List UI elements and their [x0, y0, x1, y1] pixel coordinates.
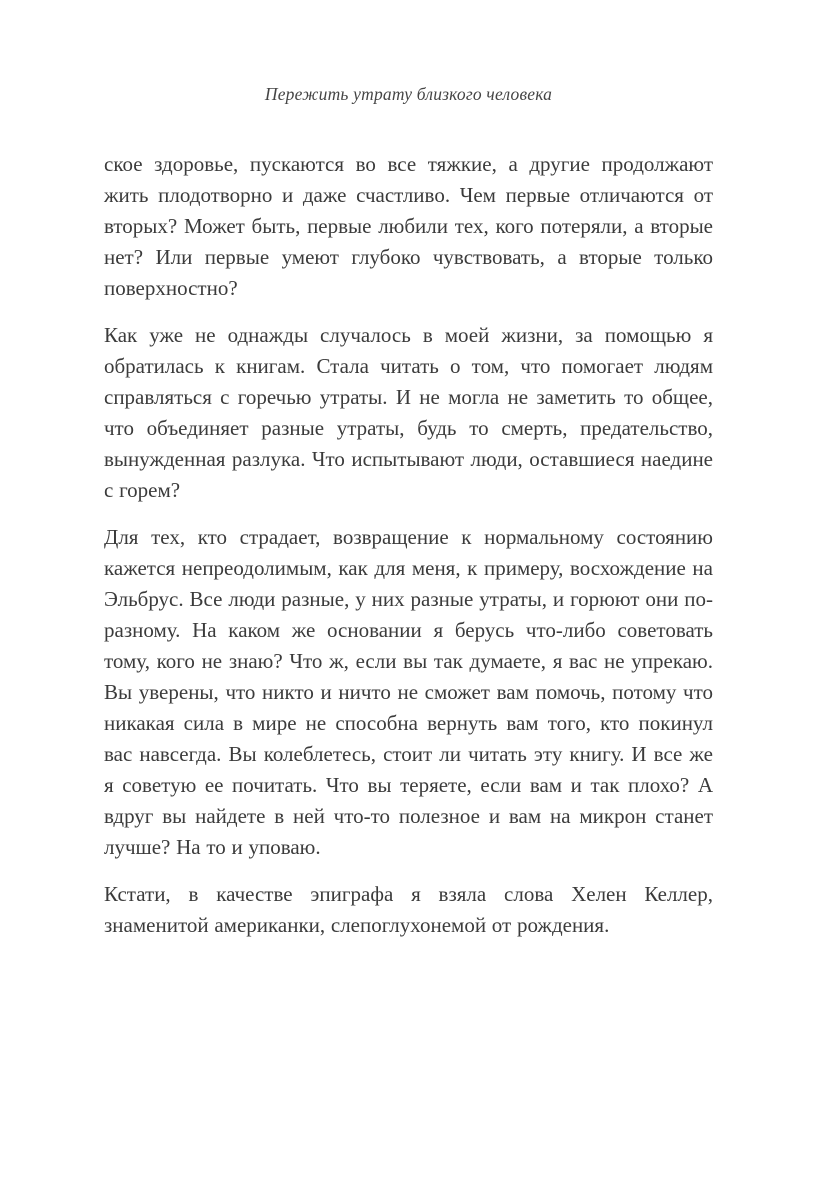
body-text — [104, 149, 713, 941]
paragraph-4: Кстати, в качестве эпиграфа я взяла слова Хелен Келлер, знаменитой американки, слепоглухонемой от рождения. — [104, 882, 713, 937]
paragraph-3: Для тех, кто страдает, возвращение к нормальному состоянию кажется непреодолимым, как для меня, к примеру, восхождение на Эльбрус. Все люди разные, у них разные утраты, и горюют они по-разному. На каком же основании я берусь что-либо советовать тому, кого не знаю? Что ж, если вы так думаете, я вас не упрекаю. Вы уверены, что никто и ничто не сможет вам помочь, потому что никакая сила в мире не способна вернуть вам того, кто покинул вас навсегда. Вы колеблетесь, стоит ли читать эту книгу. И все же я советую ее почитать. Что вы теряете, если вам и так плохо? А вдруг вы найдете в ней что-то полезное и вам на микрон станет лучше? На то и уповаю. — [104, 525, 713, 859]
paragraph-1: ское здоровье, пускаются во все тяжкие, а другие продолжают жить плодотворно и даже счастливо. Чем первые отличаются от вторых? Может быть, первые любили тех, кого потеряли, а вторые нет? Или первые умеют глубоко чувствовать, а вторые только поверхностно? — [104, 152, 713, 300]
running-head: Пережить утрату близкого человека — [264, 84, 553, 104]
paragraph-2: Как уже не однажды случалось в моей жизни, за помощью я обратилась к книгам. Стала читать о том, что помогает людям справляться с горечью утраты. И не могла не заметить то общее, что объединяет разные утраты, будь то смерть, предательство, вынужденная разлука. Что испытывают люди, оставшиеся наедине с горем? — [104, 323, 713, 502]
